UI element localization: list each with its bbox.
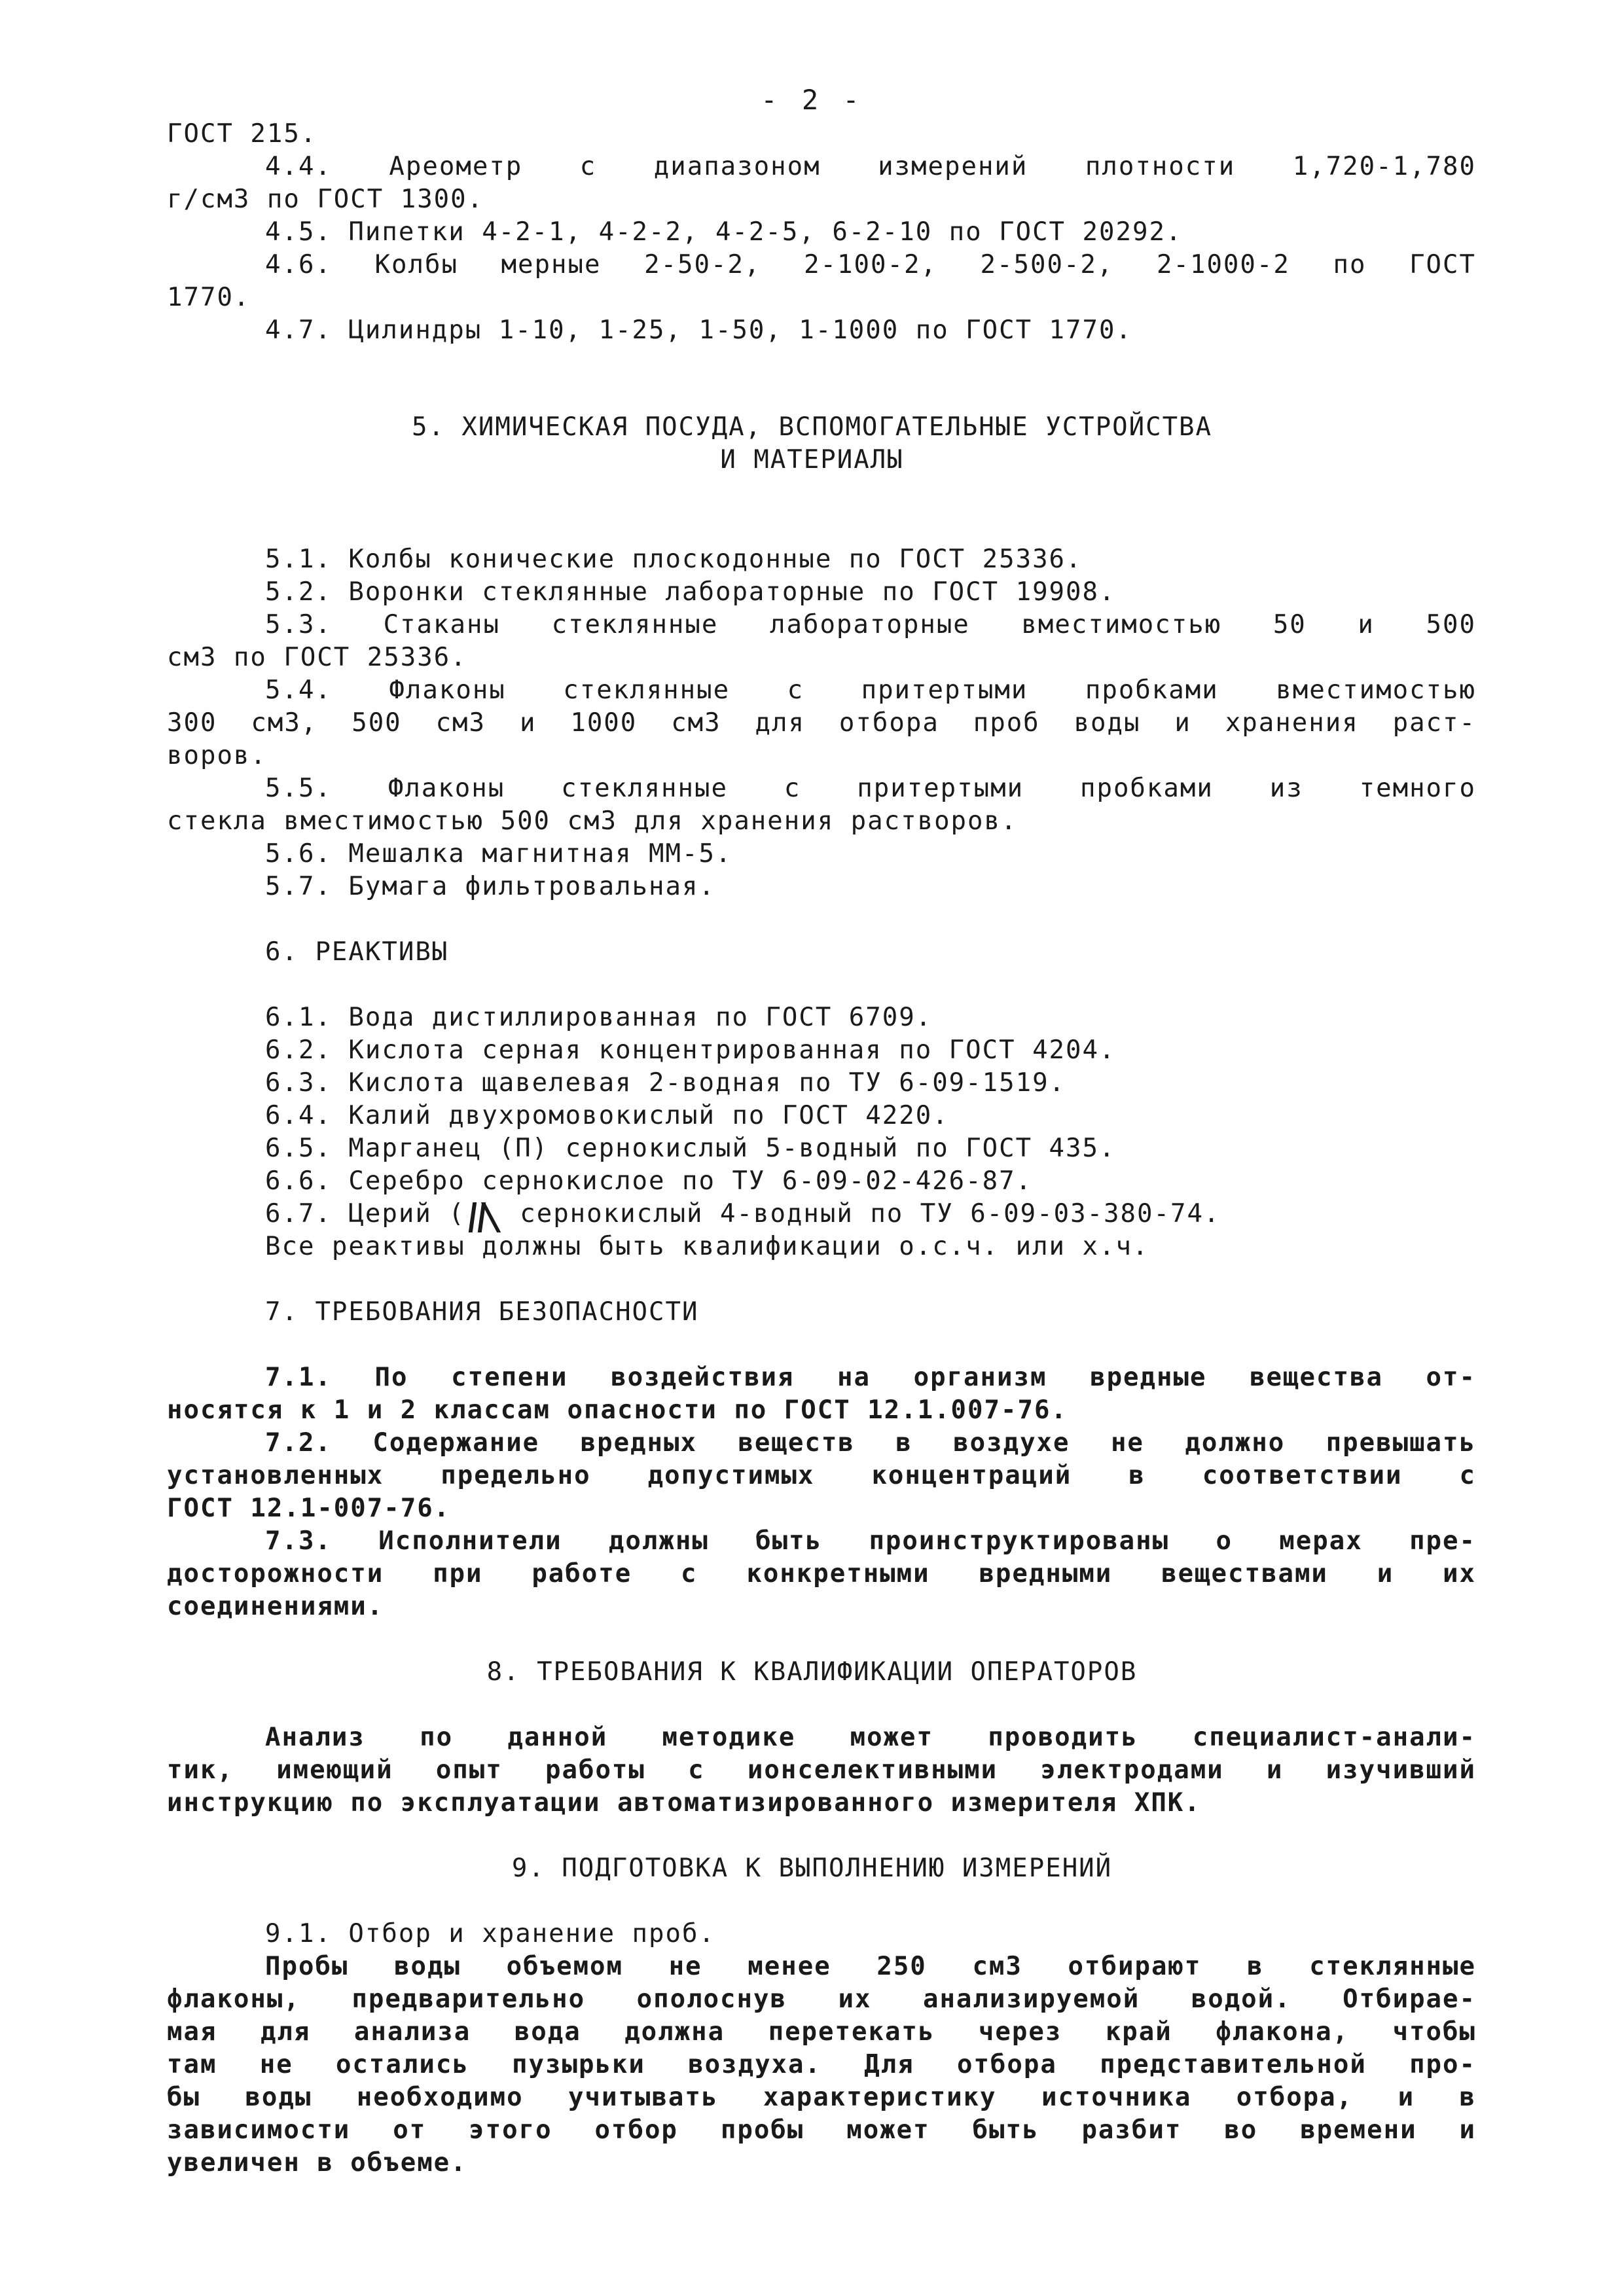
section-8-paragraph: Анализ по данной методике может проводить специалист-анали- [265,1723,1476,1752]
item-5-1: 5.1. Колбы конические плоскодонные по ГОСТ 25336. [265,545,1083,574]
item-5-6: 5.6. Мешалка магнитная ММ-5. [265,839,732,869]
item-6-7-end: сернокислый 4-водный по ТУ 6-09-03-380-74. [503,1199,1221,1229]
item-6-6: 6.6. Серебро сернокислое по ТУ 6-09-02-426-87. [265,1166,1033,1196]
item-5-3: 5.3. Стаканы стеклянные лабораторные вместимостью 50 и 500 [265,610,1476,639]
text-line: досторожности при работе с конкретными вредными веществами и их [167,1559,1476,1588]
text-line: ГОСТ 215. [167,119,317,149]
text-line: г/см3 по ГОСТ 1300. [167,185,484,214]
text-line: см3 по ГОСТ 25336. [167,643,467,672]
section-8-heading: 8. ТРЕБОВАНИЯ К КВАЛИФИКАЦИИ ОПЕРАТОРОВ [486,1657,1138,1687]
item-6-5: 6.5. Марганец (П) сернокислый 5-водный по ГОСТ 435. [265,1134,1116,1163]
text-line: увеличен в объеме. [167,2148,467,2178]
item-6-7-start: 6.7. Церий ( [265,1199,465,1229]
section-9-paragraph: Пробы воды объемом не менее 250 см3 отбирают в стеклянные [265,1952,1476,1981]
section-5-heading: 5. ХИМИЧЕСКАЯ ПОСУДА, ВСПОМОГАТЕЛЬНЫЕ УСТРОЙСТВА [411,412,1213,442]
item-5-7: 5.7. Бумага фильтровальная. [265,872,715,901]
text-line: там не остались пузырьки воздуха. Для отбора представительной про- [167,2050,1476,2079]
item-4-7: 4.7. Цилиндры 1-10, 1-25, 1-50, 1-1000 по ГОСТ 1770. [265,315,1132,345]
text-line: носятся к 1 и 2 классам опасности по ГОСТ 12.1.007-76. [167,1395,1068,1425]
text-line: соединениями. [167,1592,384,1621]
item-6-3: 6.3. Кислота щавелевая 2-водная по ТУ 6-09-1519. [265,1068,1066,1098]
reagents-qualification-note: Все реактивы должны быть квалификации о.с.ч. или х.ч. [265,1232,1149,1261]
item-6-7 [265,1198,1220,1230]
section-7-heading: 7. ТРЕБОВАНИЯ БЕЗОПАСНОСТИ [265,1297,699,1327]
item-4-4: 4.4. Ареометр с диапазоном измерений плотности 1,720-1,780 [265,152,1476,181]
item-6-2: 6.2. Кислота серная концентрированная по ГОСТ 4204. [265,1035,1116,1065]
text-line: стекла вместимостью 500 см3 для хранения растворов. [167,806,1018,836]
text-line: инструкцию по эксплуатации автоматизированного измерителя ХПК. [167,1788,1201,1818]
item-5-5: 5.5. Флаконы стеклянные с притертыми пробками из темного [265,774,1476,803]
text-line: бы воды необходимо учитывать характеристику источника отбора, и в [167,2083,1476,2112]
section-5-heading-line-2: И МАТЕРИАЛЫ [720,445,904,475]
text-line: 1770. [167,283,251,312]
item-5-4: 5.4. Флаконы стеклянные с притертыми пробками вместимостью [265,675,1476,705]
section-6-heading: 6. РЕАКТИВЫ [265,937,449,967]
page-number: - 2 - [761,84,863,116]
text-line: установленных предельно допустимых концентраций в соответствии с [167,1461,1476,1490]
text-line: 300 см3, 500 см3 и 1000 см3 для отбора проб воды и хранения раст- [167,708,1476,738]
item-6-4: 6.4. Калий двухромовокислый по ГОСТ 4220. [265,1101,949,1130]
text-line: флаконы, предварительно ополоснув их анализируемой водой. Отбирае- [167,1984,1476,2014]
section-9-heading: 9. ПОДГОТОВКА К ВЫПОЛНЕНИЮ ИЗМЕРЕНИЙ [511,1854,1113,1883]
text-line: ГОСТ 12.1-007-76. [167,1494,451,1523]
item-7-2: 7.2. Содержание вредных веществ в воздухе не должно превышать [265,1428,1476,1458]
item-7-1: 7.1. По степени воздействия на организм вредные вещества от- [265,1363,1476,1392]
item-4-5: 4.5. Пипетки 4-2-1, 4-2-2, 4-2-5, 6-2-10 по ГОСТ 20292. [265,217,1183,247]
item-4-6: 4.6. Колбы мерные 2-50-2, 2-100-2, 2-500-2, 2-1000-2 по ГОСТ [265,250,1476,279]
text-line: зависимости от этого отбор пробы может быть разбит во времени и [167,2115,1476,2145]
text-line: воров. [167,741,267,770]
item-7-3: 7.3. Исполнители должны быть проинструктированы о мерах пре- [265,1526,1476,1556]
item-9-1: 9.1. Отбор и хранение проб. [265,1919,715,1948]
text-line: мая для анализа вода должна перетекать через край флакона, чтобы [167,2017,1476,2047]
text-line: тик, имеющий опыт работы с ионселективными электродами и изучивший [167,1755,1476,1785]
item-5-2: 5.2. Воронки стеклянные лабораторные по ГОСТ 19908. [265,577,1116,607]
item-6-1: 6.1. Вода дистиллированная по ГОСТ 6709. [265,1003,933,1032]
